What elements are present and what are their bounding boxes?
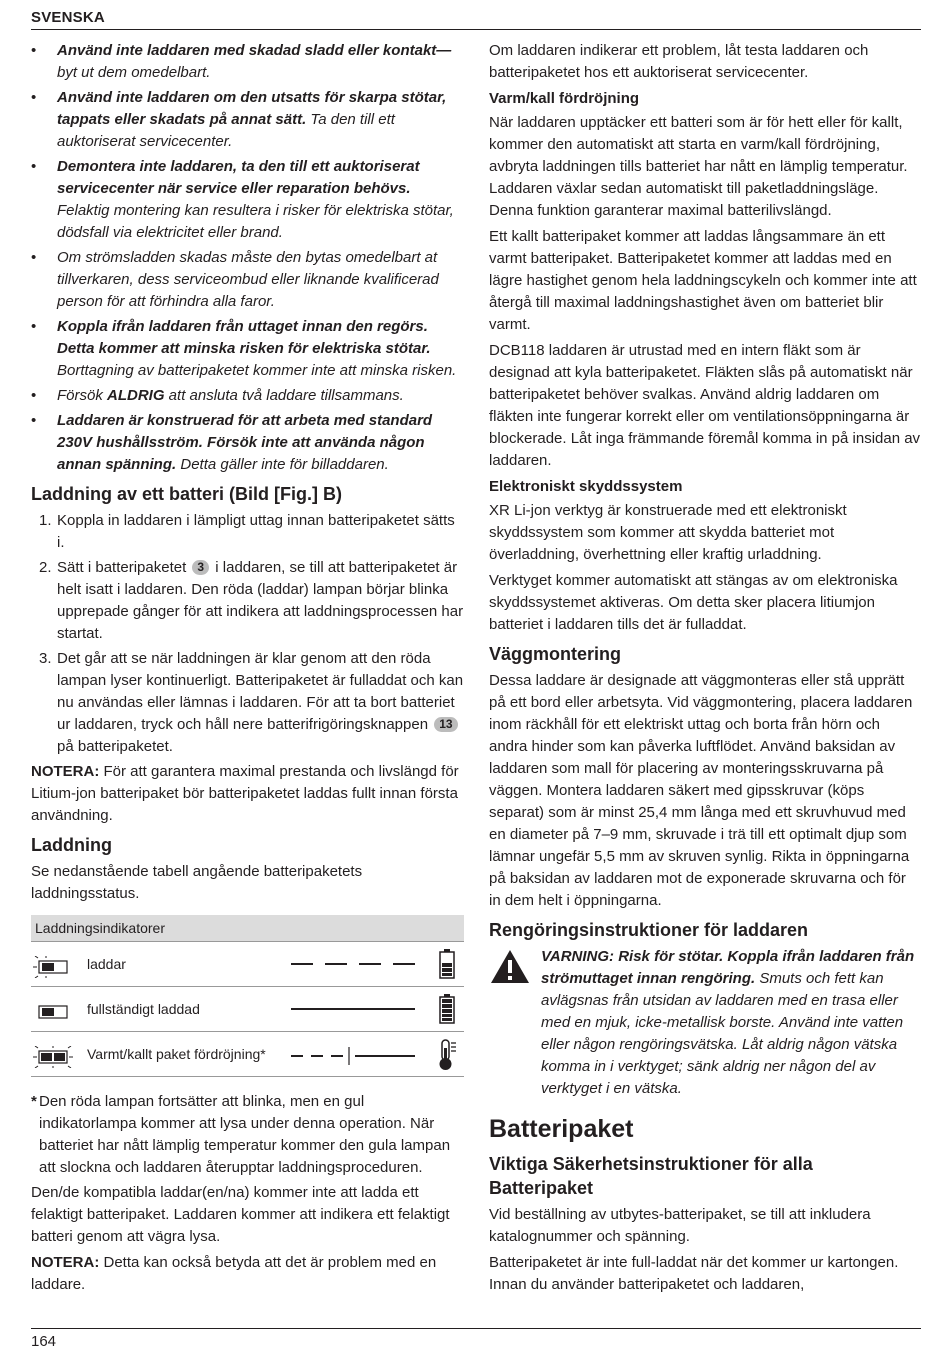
dashed-signal-icon [289,954,425,974]
indicator-table-header: Laddningsindikatorer [31,915,464,941]
table-footnote: * Den röda lampan fortsätter att blinka, men en gul indikatorlampa kommer att lysa under denna operation. När batteriet har nått lämplig temperatur kommer den gula lampan att slockna och laddaren återupptar laddningsproceduren. [31,1093,451,1176]
thermometer-icon [437,1038,459,1072]
electronic-paragraph-1: XR Li-jon verktyg är konstruerade med ett elektroniskt skyddssystem som kommer att skydda batteriet mot överladdning, överhettning eller kraftig urladdning. [489,502,847,563]
footer-rule [31,1328,921,1329]
callout-badge: 3 [192,560,209,575]
delay-paragraph-3: DCB118 laddaren är utrustad med en intern fläkt som är designad att kyla batteripaketet. Fläkten slås på automatiskt när batteripaketet behöver svalkas. Använd aldrig laddaren om fläkten inte fungerar korrekt eller om ventilationsöppningarna är blockerade. Låt inga främmande föremål komma in på insidan av laddaren. [489,342,921,469]
section-heading-wall-mounting: Väggmontering [489,644,622,664]
intro-paragraph: Om laddaren indikerar ett problem, låt testa laddaren och batteripaketet hos ett auktoriserat servicecenter. [489,42,869,81]
safety-paragraph-2: Batteripaketet är inte full-laddat när det kommer ur kartongen. Innan du använder batteripaketet och laddaren, [489,1254,899,1293]
defective-battery-paragraph: Den/de kompatibla laddar(en/na) kommer inte att ladda ett felaktigt batteripaket. Laddaren kommer att indikera ett felaktigt batteri genom att vägra lysa. [31,1184,450,1245]
right-column [489,40,921,1300]
double-blinking-led-icon [33,1046,73,1068]
laddning-intro: Se nedanstående tabell angående batteripaketets laddningsstatus. [31,863,363,902]
wall-mounting-paragraph: Dessa laddare är designade att väggmonteras eller stå upprätt på ett bord eller arbetsyta. Vid väggmontering, placera laddaren inom räckhåll för ett elektriskt uttag och borta från hörn och andra hinder som kan påverka luftflödet. Använd baksidan av laddaren som mall för placering av monteringsskruvarna på väggen. Montera laddaren säkert med gipsskruvar (köps separat) som är minst 25,4 mm långa med ett skruvhuvud med en diameter på 7–9 mm, skruvade i trä till ett optimalt djup som lämnar ungefär 5,5 mm av skruven synlig. Rikta in öppningarna på baksidan av laddaren mot de exponerade skruvarna och för in dem helt i öppningarna. [489,672,913,909]
blinking-led-icon [33,956,73,978]
page-number: 164 [31,1333,57,1350]
battery-full-icon [437,993,457,1025]
numbered-step: 2. Sätt i batteripaketet 3 i laddaren, se till att batteripaketet är helt isatt i laddaren. Den röda (laddar) lampan börjar blinka upprepade gånger för att indikera att laddningsprocessen har startat. [39,559,464,642]
indicator-label: Varmt/kallt paket fördröjning* [87,1046,266,1062]
battery-charging-icon [437,948,457,980]
header-rule [31,29,921,30]
numbered-step: 1. Koppla in laddaren i lämpligt uttag innan batteripaketet sätts i. [39,512,455,551]
delay-signal-icon [289,1044,425,1068]
safety-bullet: • Om strömsladden skadas måste den bytas omedelbart at tillverkaren, dess serviceombud eller liknande kvalificerad person för att förhindra alla faror. [31,247,464,313]
electronic-paragraph-2: Verktyget kommer automatiskt att stängas av om elektroniska skyddssystemet aktiveras. Om detta sker placera litiumjon batteriet i laddaren tills det är fulladdat. [489,572,898,633]
section-heading-safety: Viktiga Säkerhetsinstruktioner för alla Batteripaket [489,1154,813,1198]
safety-bullet: • Koppla ifrån laddaren från uttaget innan den regörs. Detta kommer att minska risken för elektriska stötar. Borttagning av batteripaketet kommer inte att minska risken. [31,316,464,382]
section-heading-charging: Laddning av ett batteri (Bild [Fig.] B) [31,484,342,504]
section-heading-laddning: Laddning [31,835,112,855]
section-heading-cleaning: Rengöringsinstruktioner för laddaren [489,920,809,940]
subheading-delay: Varm/kall fördröjning [489,90,640,107]
callout-badge: 13 [434,717,457,732]
safety-bullet: • Försök ALDRIG att ansluta två laddare tillsammans. [31,385,464,407]
note-paragraph: NOTERA: För att garantera maximal prestanda och livslängd för Litium-jon batteripaket bör batteripaketet laddas fullt innan första användning. [31,763,459,824]
solid-signal-icon [289,999,425,1019]
subheading-electronic-protection: Elektroniskt skyddssystem [489,478,683,495]
left-column [31,40,464,1300]
note-paragraph: NOTERA: Detta kan också betyda att det är problem med en laddare. [31,1254,437,1293]
delay-paragraph-1: När laddaren upptäcker ett batteri som är för hett eller för kallt, kommer den automatiskt att starta en varm/kall fördröjning, avbryta laddningen tills batteriet har nått en lämplig temperatur. Laddaren växlar sedan automatiskt till paketladdningsläge. Denna funktion garanterar maximal batterilivslängd. [489,114,908,219]
safety-paragraph-1: Vid beställning av utbytes-batteripaket, se till att inkludera katalognummer och spänning. [489,1206,871,1245]
solid-led-icon [33,1001,73,1023]
numbered-step: 3. Det går att se när laddningen är klar genom att den röda lampan lyser kontinuerligt. Batteripaketet är fulladdat och kan nu användas eller lämnas i laddaren. För att ta bort batteriet ur laddaren, tryck och håll nere batterifrigöringsknappen 13 på batteripaketet. [39,650,464,755]
delay-paragraph-2: Ett kallt batteripaket kommer att laddas långsammare än ett varmt batteripaket. Batteripaketet kommer att laddas med en lägre hastighet genom hela laddningscykeln och kommer inte att återgå till maximal laddningshastighet även om batteriet blir varmt. [489,228,917,333]
warning-triangle-icon [489,948,531,986]
section-heading-battery-pack: Batteripaket [489,1115,634,1143]
safety-bullet: • Använd inte laddaren om den utsatts för skarpa stötar, tappats eller skadats på annat sätt. Ta den till ett auktoriserat servicecenter. [31,87,464,153]
indicator-label: fullständigt laddad [87,1001,200,1017]
indicator-row [31,941,464,986]
indicator-label: laddar [87,956,126,972]
safety-bullet: • Använd inte laddaren med skadad sladd eller kontakt— byt ut dem omedelbart. [31,40,464,84]
cleaning-warning: VARNING: Risk för stötar. Koppla ifrån laddaren från strömuttaget innan rengöring. Smuts och fett kan avlägsnas från utsidan av laddaren med en trasa eller med en mjuk, icke-metallisk borste. Använd inte vatten eller någon rengöringsvätska. Låt aldrig någon vätska komma in i verktyget; sänk aldrig ner någon del av verktyget i en vätska. [489,946,921,1100]
indicator-row [31,986,464,1031]
indicator-table [31,915,464,1077]
language-label: SVENSKA [31,9,105,26]
safety-bullet: • Demontera inte laddaren, ta den till ett auktoriserat servicecenter när service eller reparation behövs. Felaktig montering kan resultera i risker för elektriska stötar, dödsfall via elektricitet eller brand. [31,156,464,244]
indicator-row [31,1031,464,1076]
safety-bullet: • Laddaren är konstruerad för att arbeta med standard 230V hushållsström. Försök inte att använda någon annan spänning. Detta gäller inte för billaddaren. [31,410,464,476]
